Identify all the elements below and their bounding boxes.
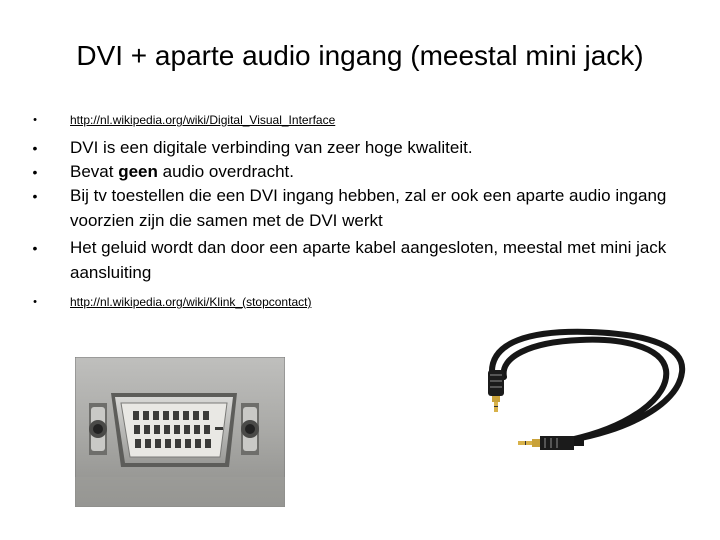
- cable: [492, 332, 682, 440]
- wikipedia-klink-link[interactable]: http://nl.wikipedia.org/wiki/Klink_(stopcontact): [70, 295, 312, 309]
- bullet-marker: •: [33, 114, 37, 126]
- bullet-item: [28, 290, 311, 314]
- bullet-marker: •: [32, 188, 38, 204]
- bullet-item: [28, 160, 294, 185]
- bullet-marker: •: [32, 140, 38, 156]
- jack-plug-1: [488, 370, 504, 412]
- bullet-item: [28, 136, 473, 161]
- bullet-marker: •: [32, 240, 38, 256]
- bullet-text: Het geluid wordt dan door een aparte kabel aangesloten, meestal met mini jack aansluiting: [70, 238, 667, 282]
- bullet-text-bold: geen: [118, 162, 158, 181]
- screw-right: [241, 403, 259, 455]
- bullet-text: [70, 162, 294, 181]
- bullet-item: [28, 108, 335, 132]
- bullet-marker: •: [32, 164, 38, 180]
- mini-jack-cable-image: [470, 322, 690, 467]
- screw-left: [89, 403, 107, 455]
- bullet-text: Bij tv toestellen die een DVI ingang hebben, zal er ook een aparte audio ingang voorzien zijn die samen met de DVI werkt: [70, 186, 667, 230]
- bullet-item: [28, 236, 700, 286]
- wikipedia-dvi-link[interactable]: http://nl.wikipedia.org/wiki/Digital_Visual_Interface: [70, 113, 336, 127]
- bullet-marker: •: [33, 296, 37, 308]
- bullet-text: DVI is een digitale verbinding van zeer hoge kwaliteit.: [70, 138, 473, 157]
- bullet-text-before: Bevat: [70, 162, 119, 181]
- dvi-port-image: [75, 357, 285, 507]
- slide-title: DVI + aparte audio ingang (meestal mini jack): [76, 40, 644, 71]
- bullet-text-after: audio overdracht.: [157, 162, 294, 181]
- bullet-item: [28, 184, 700, 234]
